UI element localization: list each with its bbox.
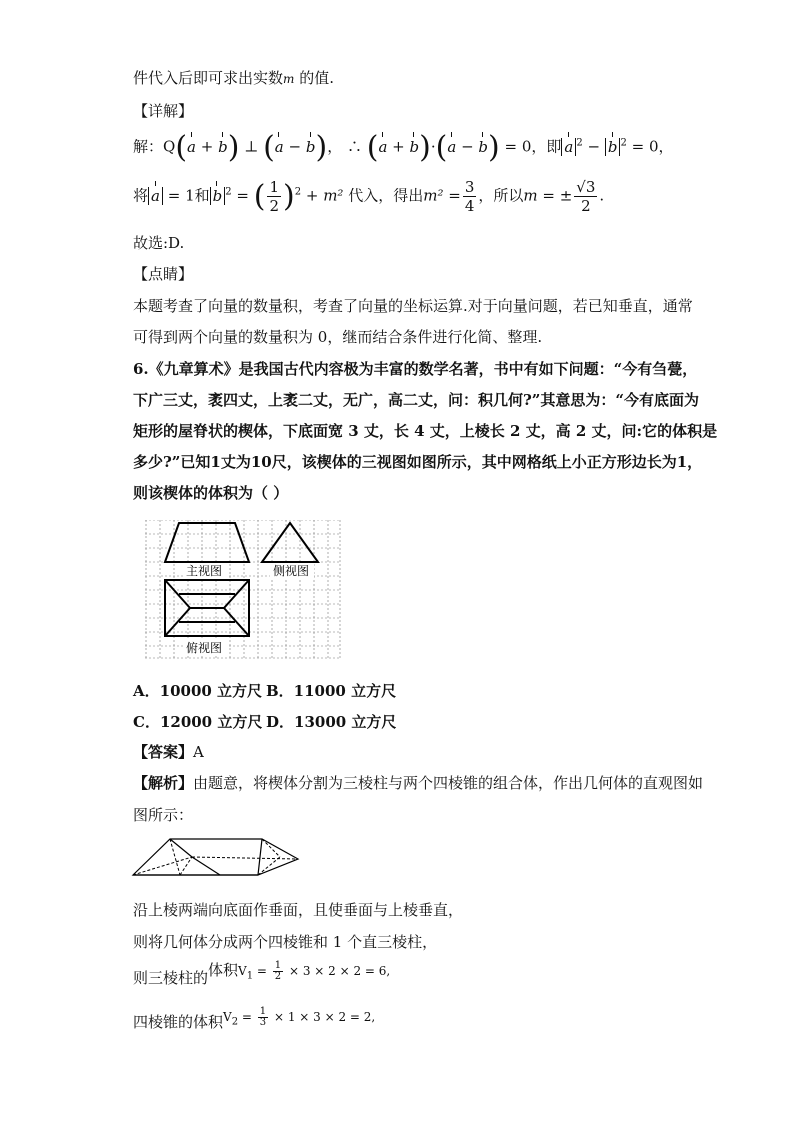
equation-line-perpendicular: 解：Q(a + b) ⊥ (a − b)， ∴ (a + b)·(a − b) = 0，即 a $^2$ − b $^2$ = 0， (133, 130, 674, 165)
fraction-sqrt3-over-2: $\frac{√3}{2}$ (576, 178, 596, 215)
vector-a: a (187, 137, 196, 156)
front-view-trapezoid (165, 523, 249, 562)
variable-m: m (283, 72, 295, 86)
text: ，即 (531, 137, 562, 156)
text: 代入，得出 (348, 186, 424, 205)
paragraph-line: 可得到两个向量的数量积为 0，继而结合条件进行化简、整理. (133, 328, 543, 346)
volume-prism-line: 则三棱柱的体积$^{V_1 = \frac{1}{2} \times 3 \times 2 \times 2 = 6,}$ (133, 960, 391, 987)
analysis-line: 沿上棱两端向底面作垂面，且使垂面与上棱垂直， (133, 901, 464, 919)
three-view-figure (145, 520, 341, 660)
text: 件代入后即可求出实数 (133, 69, 284, 87)
analysis-line: 则将几何体分成两个四棱锥和 1 个直三棱柱， (133, 933, 438, 951)
text: m² = (423, 186, 461, 205)
answer-tag: 【答案】 (133, 743, 194, 761)
question-line: 则该楔体的体积为（ ） (133, 484, 289, 502)
section-heading-xiangjie: 【详解】 (133, 102, 194, 120)
vector-b: b (218, 137, 228, 156)
answer-line (133, 742, 204, 762)
analysis-tag: 【解析】 (133, 774, 194, 792)
side-view-triangle (262, 523, 318, 562)
fraction-half: $\frac{1}{2}$ (269, 178, 279, 215)
analysis-line (133, 773, 703, 793)
text: 将 (133, 186, 149, 205)
text: + m² (305, 186, 349, 205)
text: 的值. (299, 69, 334, 87)
top-view-label: 俯视图 (186, 641, 223, 655)
volume-pyramid-line: 四棱锥的体积$^{V_2 = \frac{1}{3} \times 1 \times 3 \times 2 = 2,}$ (133, 1006, 376, 1031)
text: ，所以 (478, 186, 524, 205)
text: 由题意，将楔体分割为三棱柱与两个四棱锥的组合体，作出几何体的直观图如 (193, 774, 704, 792)
section-heading-dianjing: 【点睛】 (133, 265, 194, 283)
fraction-three-quarters: $\frac{3}{4}$ (464, 178, 475, 215)
text: 四棱锥的体积 (133, 1013, 224, 1031)
analysis-line: 图所示： (133, 806, 194, 824)
conclusion-line: 故选:D. (133, 234, 185, 252)
question-line: 下广三丈，袤四丈，上袤二丈，无广，高二丈，问：积几何?”其意思为：“今有底面为 (133, 391, 700, 409)
text: 则三棱柱的 (133, 969, 209, 987)
perspective-figure (130, 835, 302, 881)
text: 解：Q (133, 137, 176, 156)
front-view-label: 主视图 (186, 564, 223, 578)
question-line: 多少?”已知1丈为10尺，该楔体的三视图如图所示，其中网格纸上小正方形边长为1， (133, 453, 703, 471)
answer-value: A (193, 743, 204, 761)
text-line-1 (133, 68, 334, 89)
option-a[interactable]: A．10000 立方尺 (133, 682, 263, 700)
option-b[interactable]: B．11000 立方尺 (266, 682, 397, 700)
question-line: 矩形的屋脊状的楔体，下底面宽 3 丈，长 4 丈，上棱长 2 丈，高 2 丈，问:它的体积是 (133, 422, 718, 440)
side-view-label: 侧视图 (273, 564, 310, 578)
text: = 0， (631, 137, 674, 156)
equation-line-substitution: 将 a = 1和 b $^2$ = ( $\frac{1}{2}$ )$^2$ + m² 代入，得出m² = $\frac{3}{4}$ ，所以m = ± $\frac{√3}{2}$ . (133, 178, 605, 215)
option-c[interactable]: C．12000 立方尺 (133, 713, 263, 731)
text: = 1和 (167, 186, 210, 205)
option-d[interactable]: D．13000 立方尺 (266, 713, 397, 731)
question-line: 6.《九章算术》是我国古代内容极为丰富的数学名著，书中有如下问题：“今有刍甍， (133, 360, 698, 378)
text: m = ± (523, 186, 573, 205)
text: 体积 (208, 961, 239, 979)
paragraph-line: 本题考查了向量的数量积，考查了向量的坐标运算.对于向量问题，若已知垂直，通常 (133, 297, 693, 315)
